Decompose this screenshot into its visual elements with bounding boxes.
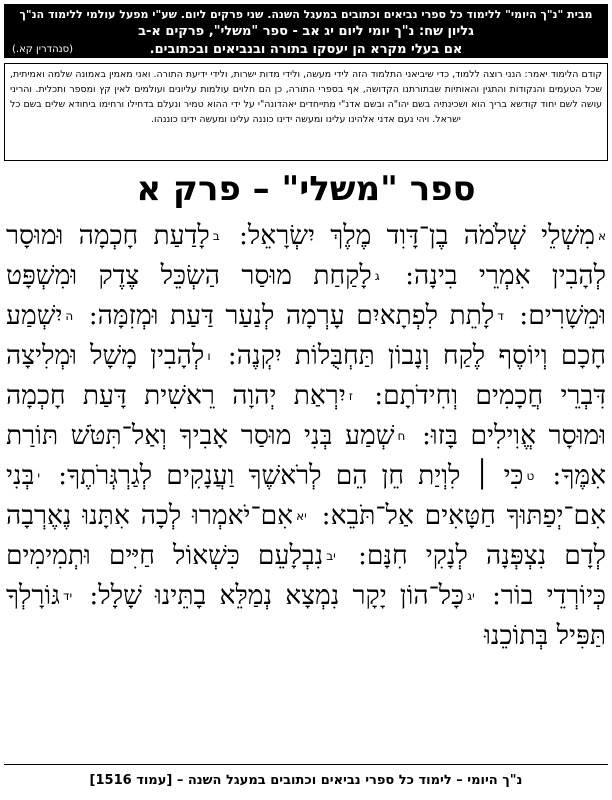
verse-content: גּוֹרָלְךָ תַּפִּיל בְּתוֹכֵנוּ [6, 580, 606, 651]
verse-number: יד [62, 589, 73, 603]
verse-number: ה [65, 309, 74, 323]
page-header [4, 4, 608, 58]
verse-number: ו [207, 349, 211, 363]
verse-number: ט [526, 469, 535, 483]
header-quote-line [10, 41, 602, 59]
verse-content: כִּי ׀ לִוְיַת חֵן הֵם לְרֹאשֶׁךָ וַעֲנָקִים לְגַרְגְּרֹתֶךָ: [58, 460, 524, 491]
verse-content: לָדַעַת חָכְמָה וּמוּסָר לְהָבִין אִמְרֵי בִינָה: [6, 220, 606, 291]
verse [235, 220, 606, 251]
verse-number: י [37, 469, 41, 483]
verse-content: לָתֵת לִפְתָאיִם עָרְמָה לְנַעַר דַּעַת וּמְזִמָּה: [88, 300, 495, 331]
chapter-title: ספר "משלי" – פרק א [136, 169, 476, 209]
verse-number: יא [296, 509, 307, 523]
verse-number: ד [497, 309, 504, 323]
verse-number: ח [397, 429, 406, 443]
pre-study-prayer: קודם הלימוד יאמר: הנני רוצה ללמוד, כדי שיביאני התלמוד הזה לידי מעשה, ולידי מדות ישרות, ולידי ידיעת התורה. ואני מאמין באמונה שלמה ואמיתית, שכל הטעמים והנקודות והתגין והאותיות שבתורתנו הקדושה, אף בספרי התורה, כן הם חלוים עולמות עליונים ועולמים לאין קץ ומספר ותכלית. והריני עושה לשם יחוד קודשא בריך הוא ושכינתיה בשם יהו"ה ובשם אדנ"י מתייחדים יאהדונה"י על ידי ההוא טמיר ונעלם בדחילו ורחימו ביחודא שלים בשם כל ישראל. ויהי נעם אדני אלהינו עלינו ומעשה ידינו כוננה עלינו ומעשה ידינו כוננהו. [4, 63, 608, 161]
verse-content: שְׁמַע בְּנִי מוּסַר אָבִיךָ וְאַל־תִּטֹּשׁ תּוֹרַת אִמֶּךָ: [6, 420, 606, 491]
verse-content: יִרְאַת יְהוָה רֵאשִׁית דָּעַת חָכְמָה וּמוּסָר אֱוִילִים בָּזוּ: [6, 380, 606, 451]
verse-content: לָקַחַת מוּסַר הַשְׂכֵּל צֶדֶק וּמִשְׁפָּט וּמֵשָׁרִים: [6, 260, 606, 331]
verse-text-block [6, 216, 606, 762]
footer-divider [4, 764, 608, 765]
verse-content: נִבְלָעֵם כִּשְׁאוֹל חַיִּים וּתְמִימִים כְּיוֹרְדֵי בוֹר: [6, 540, 606, 611]
verse-number: ז [348, 389, 353, 403]
header-quote-source: (סנהדרין קא.) [12, 44, 74, 55]
header-quote: אם בעלי מקרא הן יעסקו בתורה ובנביאים ובכתובים. [149, 42, 463, 57]
page-footer: נ"ך היומי – לימוד כל ספרי נביאים וכתובים במעגל השנה – [עמוד 1516] [89, 773, 523, 788]
verse-content: מִשְׁלֵי שְׁלֹמֹה בֶן־דָּוִד מֶלֶךְ יִשְׂרָאֵל: [238, 220, 595, 251]
verse [85, 580, 474, 611]
verse-content: לְהָבִין מָשָׁל וּמְלִיצָה דִּבְרֵי חֲכָמִים וְחִידֹתָם: [6, 340, 606, 411]
header-publisher-line: מבית "נ"ך היומי" ללימוד כל ספרי נביאים וכתובים במעגל השנה. שני פרקים ליום. שע"י מפעל עולמי ללימוד הנ"ך [19, 8, 593, 21]
header-sheet-line: גליון שח: נ"ך יומי ליום יג אב - ספר "משלי", פרקים א-ב [138, 24, 474, 39]
verse-content: כָּל־הוֹן יָקָר נִמְצָא נְמַלֵּא בָתֵּינוּ שָׁלָל: [89, 580, 465, 611]
verse-number: א [597, 229, 606, 243]
verse-number: יב [326, 549, 336, 563]
verse-content: אִם־יֹאמְרוּ לְכָה אִתָּנוּ נֶאֶרְבָה לְדָם נִצְפְּנָה לְנָקִי חִנָּם: [6, 500, 606, 571]
verse-content: יִשְׁמַע חָכָם וְיוֹסֶף לֶקַח וְנָבוֹן תַּחְבֻּלוֹת יִקְנֶה: [6, 300, 606, 371]
verse-number: יג [467, 589, 475, 603]
verse [85, 300, 504, 331]
verse [54, 460, 534, 491]
verse-number: ג [374, 269, 380, 283]
verse-number: ב [212, 229, 220, 243]
verse-content: בְּנִי אִם־יְפַתּוּךָ חַטָּאִים אַל־תֹּבֵא: [6, 460, 606, 531]
